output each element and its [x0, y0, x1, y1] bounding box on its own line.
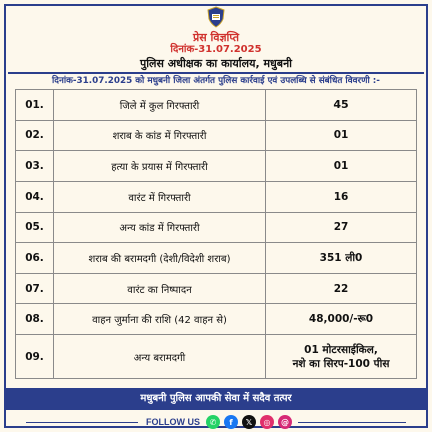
row-value: 16: [266, 181, 417, 212]
row-value-line: 01 मोटरसाईकिल,: [304, 343, 378, 356]
row-value: 01: [266, 151, 417, 182]
statistics-table: [15, 89, 417, 379]
table-row: [16, 273, 417, 304]
row-item: वारंट का निष्पादन: [54, 273, 266, 304]
row-item: वाहन जुर्माना की राशि (42 वाहन से): [54, 304, 266, 335]
follow-divider-right: [298, 422, 406, 423]
table-row: [16, 90, 417, 121]
row-item: जिले में कुल गिरफ्तारी: [54, 90, 266, 121]
table-row: [16, 335, 417, 379]
row-item: अन्य कांड में गिरफ्तारी: [54, 212, 266, 243]
row-item: शराब के कांड में गिरफ्तारी: [54, 120, 266, 151]
whatsapp-icon[interactable]: ✆: [206, 415, 220, 429]
table-row: [16, 212, 417, 243]
table-row: [16, 304, 417, 335]
office-name: पुलिस अधीक्षक का कार्यालय, मधुबनी: [139, 57, 293, 70]
police-badge-icon: [206, 6, 226, 28]
header-date: दिनांक-31.07.2025: [170, 44, 262, 55]
follow-divider-left: [26, 422, 138, 423]
table-row: [16, 243, 417, 274]
row-number: 02.: [16, 120, 54, 151]
table-row: [16, 181, 417, 212]
row-number: 05.: [16, 212, 54, 243]
press-release-title: प्रेस विज्ञप्ति: [192, 31, 240, 44]
row-value: 351 ली0: [266, 243, 417, 274]
threads-icon[interactable]: @: [278, 415, 292, 429]
row-value: 27: [266, 212, 417, 243]
row-number: 03.: [16, 151, 54, 182]
footer-tagline: मधुबनी पुलिस आपकी सेवा में सदैव तत्पर: [6, 388, 426, 410]
table-row: [16, 151, 417, 182]
row-item: अन्य बरामदगी: [54, 335, 266, 379]
row-value-line: नशे का सिरप-100 पीस: [292, 357, 390, 370]
row-item: वारंट में गिरफ्तारी: [54, 181, 266, 212]
row-value: 22: [266, 273, 417, 304]
follow-us-label: FOLLOW US: [146, 417, 200, 427]
row-number: 01.: [16, 90, 54, 121]
row-number: 07.: [16, 273, 54, 304]
instagram-icon[interactable]: ◎: [260, 415, 274, 429]
row-value: 48,000/-रू0: [266, 304, 417, 335]
row-number: 04.: [16, 181, 54, 212]
report-subtitle: दिनांक-31.07.2025 को मधुबनी जिला अंतर्गत पुलिस कार्रवाई एवं उपलब्धि से संबंधित विवरणी :-: [52, 76, 380, 86]
row-number: 09.: [16, 335, 54, 379]
table-row: [16, 120, 417, 151]
row-number: 06.: [16, 243, 54, 274]
row-item: हत्या के प्रयास में गिरफ्तारी: [54, 151, 266, 182]
header-divider: [8, 72, 424, 74]
x-icon[interactable]: 𝕏: [242, 415, 256, 429]
follow-us-bar: [0, 412, 432, 432]
row-value: [266, 335, 417, 379]
row-value: 45: [266, 90, 417, 121]
row-number: 08.: [16, 304, 54, 335]
row-item: शराब की बरामदगी (देशी/विदेशी शराब): [54, 243, 266, 274]
row-value: 01: [266, 120, 417, 151]
facebook-icon[interactable]: f: [224, 415, 238, 429]
